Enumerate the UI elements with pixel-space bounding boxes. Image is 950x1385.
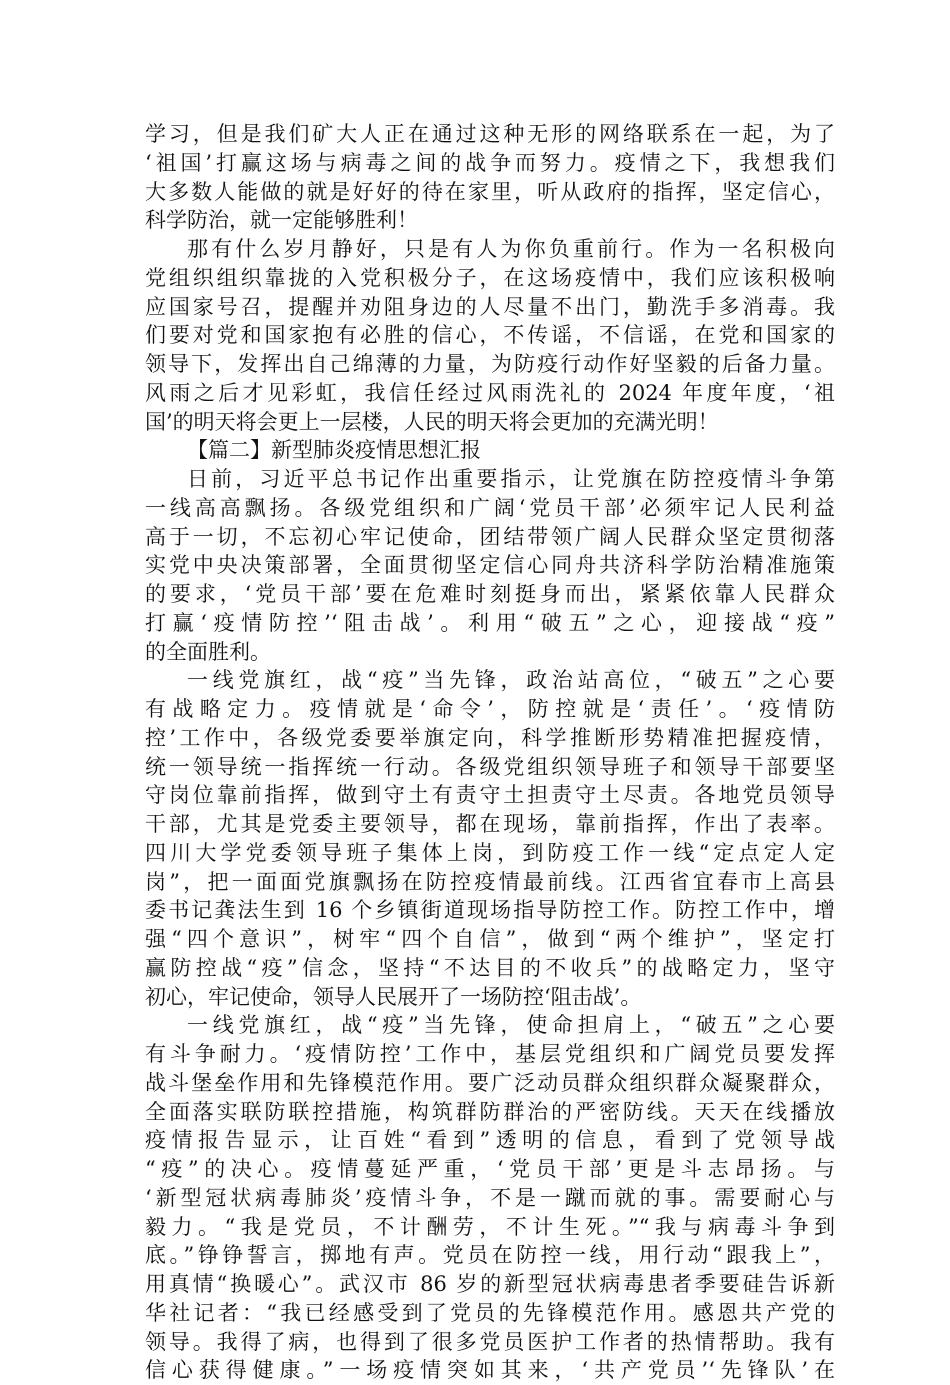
text-line: 一线党旗红，战“疫”当先锋，使命担肩上，“破五”之心要 — [187, 1013, 835, 1038]
text-line: 科学防治，就一定能够胜利！ — [145, 208, 418, 233]
text-line: 的全面胜利。 — [145, 639, 271, 664]
text-line: 岗”，把一面面党旗飘扬在防控疫情最前线。江西省宜春市上高县 — [145, 869, 835, 894]
text-line: 有斗争耐力。‘疫情防控’工作中，基层党组织和广阔党员要发挥 — [145, 1042, 835, 1066]
text-line: 国’的明天将会更上一层楼，人民的明天将会更加的充满光明！ — [145, 409, 719, 434]
text-line: 干部，尤其是党委主要领导，都在现场，靠前指挥，作出了表率。 — [145, 812, 835, 836]
text-line: 四川大学党委领导班子集体上岗，到防疫工作一线“定点定人定 — [145, 840, 835, 865]
text-line: 学习，但是我们矿大人正在通过这种无形的网络联系在一起，为了 — [145, 122, 835, 146]
text-line: 赢防控战“疫”信念，坚持“不达目的不收兵”的战略定力，坚守 — [145, 955, 835, 980]
text-line: 【篇二】新型肺炎疫情思想汇报 — [187, 438, 481, 463]
text-line: 风雨之后才见彩虹，我信任经过风雨洗礼的 2024 年度年度，‘祖 — [145, 380, 835, 405]
text-line: 那有什么岁月静好，只是有人为你负重前行。作为一名积极向 — [187, 237, 835, 261]
text-line: 高于一切，不忘初心牢记使命，团结带领广阔人民群众坚定贯彻落 — [145, 524, 835, 549]
text-line: 华社记者：“我已经感受到了党员的先锋模范作用。感恩共产党的 — [145, 1300, 835, 1325]
text-line: 委书记龚法生到 16 个乡镇街道现场指导防控工作。防控工作中，增 — [145, 898, 835, 923]
text-line: 的要求，‘党员干部’要在危难时刻挺身而出，紧紧依靠人民群众 — [145, 582, 835, 606]
text-line: 用真情“换暖心”。武汉市 86 岁的新型冠状病毒患者季要硅告诉新 — [145, 1272, 835, 1296]
text-line: 领导下，发挥出自己绵薄的力量，为防疫行动作好坚毅的后备力量。 — [145, 352, 835, 376]
text-line: 实党中央决策部署，全面贯彻坚定信心同舟共济科学防治精准施策 — [145, 553, 835, 578]
text-line: 初心，牢记使命，领导人民展开了一场防控‘阻击战’。 — [145, 984, 642, 1009]
text-line: 日前，习近平总书记作出重要指示，让党旗在防控疫情斗争第 — [187, 467, 835, 491]
text-line: ‘祖国’打赢这场与病毒之间的战争而努力。疫情之下，我想我们 — [145, 150, 835, 175]
text-line: 疫情报告显示，让百姓“看到”透明的信息，看到了党领导战 — [145, 1128, 835, 1153]
text-line: 统一领导统一指挥统一行动。各级党组织领导班子和领导干部要坚 — [145, 754, 835, 779]
text-line: 信心获得健康。”一场疫情突如其来，‘共产党员’‘先锋队’在 — [145, 1358, 835, 1383]
text-line: 大多数人能做的就是好好的待在家里，听从政府的指挥，坚定信心， — [145, 179, 835, 204]
text-line: 应国家号召，提醒并劝阻身边的人尽量不出门，勤洗手多消毒。我 — [145, 294, 835, 319]
text-line: 毅力。“我是党员，不计酬劳，不计生死。”“我与病毒斗争到 — [145, 1214, 835, 1239]
text-line: 领导。我得了病，也得到了很多党员医护工作者的热情帮助。我有 — [145, 1329, 835, 1354]
text-line: 全面落实联防联控措施，构筑群防群治的严密防线。天天在线播放 — [145, 1099, 835, 1124]
text-line: 打赢‘疫情防控’‘阻击战’。利用“破五”之心，迎接战“疫” — [145, 610, 835, 635]
text-line: 党组织组织靠拢的入党积极分子，在这场疫情中，我们应该积极响 — [145, 265, 835, 290]
text-line: 控’工作中，各级党委要举旗定向，科学推断形势精准把握疫情， — [145, 725, 835, 750]
document-body — [145, 120, 835, 1385]
text-line: 一线高高飘扬。各级党组织和广阔‘党员干部’必须牢记人民利益 — [145, 495, 835, 520]
text-line: “疫”的决心。疫情蔓延严重，‘党员干部’更是斗志昂扬。与 — [145, 1157, 835, 1181]
text-line: ‘新型冠状病毒肺炎’疫情斗争，不是一蹴而就的事。需要耐心与 — [145, 1185, 835, 1210]
text-line: 守岗位靠前指挥，做到守土有责守土担责守土尽责。各地党员领导 — [145, 783, 835, 808]
text-line: 战斗堡垒作用和先锋模范作用。要广泛动员群众组织群众凝聚群众， — [145, 1070, 835, 1095]
text-line: 一线党旗红，战“疫”当先锋，政治站高位，“破五”之心要 — [187, 668, 835, 693]
text-line: 底。”铮铮誓言，掷地有声。党员在防控一线，用行动“跟我上”， — [145, 1243, 835, 1268]
text-line: 有战略定力。疫情就是‘命令’，防控就是‘责任’。‘疫情防 — [145, 697, 835, 721]
text-line: 强“四个意识”，树牢“四个自信”，做到“两个维护”，坚定打 — [145, 927, 835, 951]
text-line: 们要对党和国家抱有必胜的信心，不传谣，不信谣，在党和国家的 — [145, 323, 835, 348]
